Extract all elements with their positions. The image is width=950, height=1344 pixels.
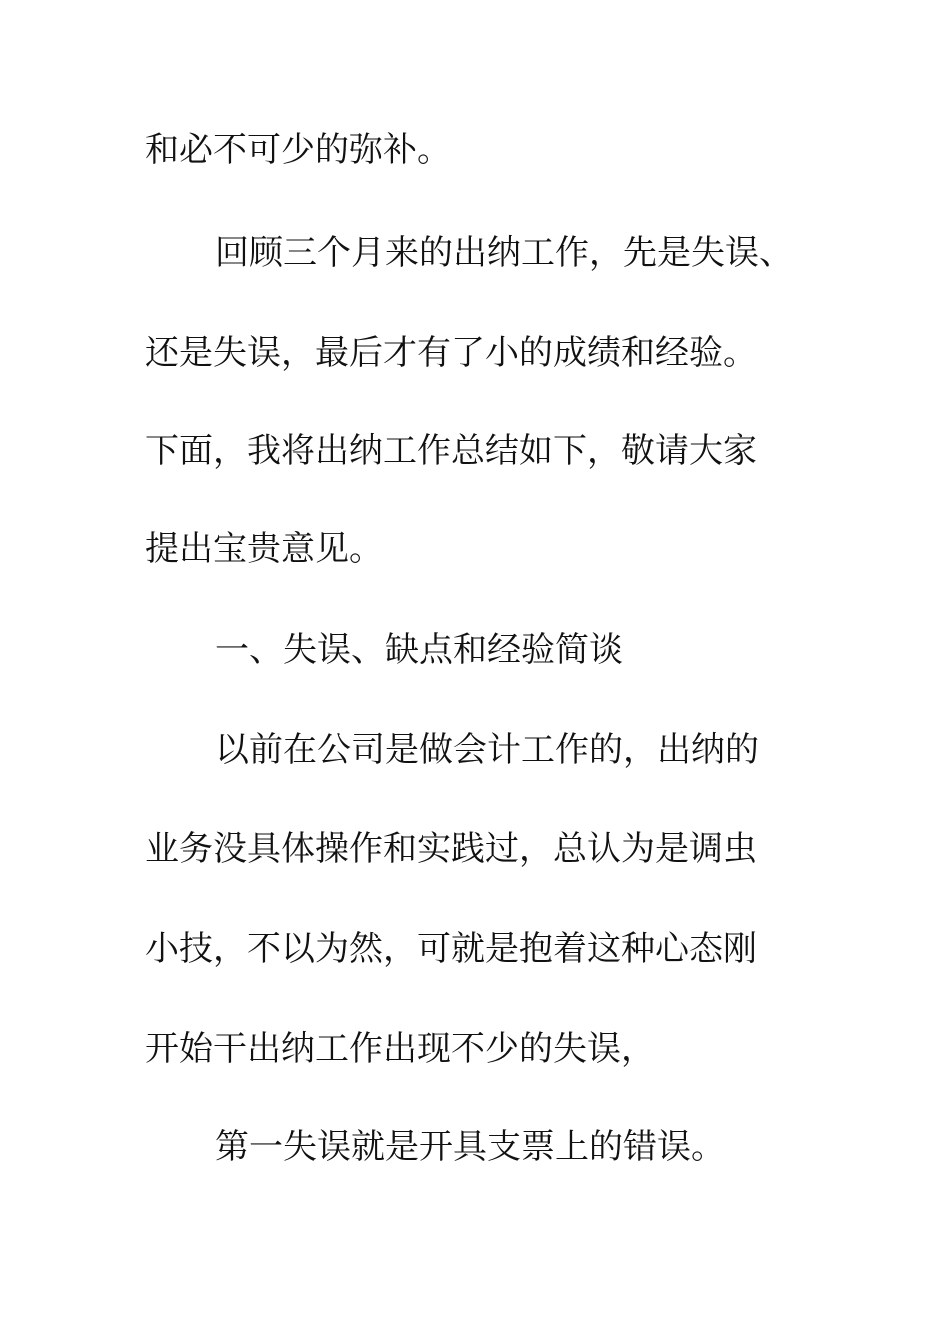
text-line-7: 以前在公司是做会计工作的，出纳的 — [215, 730, 759, 770]
text-line-9: 小技，不以为然，可就是抱着这种心态刚 — [145, 929, 757, 969]
text-line-1: 和必不可少的弥补。 — [145, 130, 451, 170]
text-line-11: 第一失误就是开具支票上的错误。 — [215, 1127, 725, 1167]
text-line-4: 下面，我将出纳工作总结如下，敬请大家 — [145, 431, 757, 471]
text-line-3: 还是失误，最后才有了小的成绩和经验。 — [145, 333, 757, 373]
text-line-8: 业务没具体操作和实践过，总认为是调虫 — [145, 829, 757, 869]
section-heading: 一、失误、缺点和经验简谈 — [215, 630, 623, 670]
text-line-5: 提出宝贵意见。 — [145, 529, 383, 569]
text-line-2: 回顾三个月来的出纳工作，先是失误、 — [215, 233, 793, 273]
text-line-10: 开始干出纳工作出现不少的失误， — [145, 1029, 655, 1069]
